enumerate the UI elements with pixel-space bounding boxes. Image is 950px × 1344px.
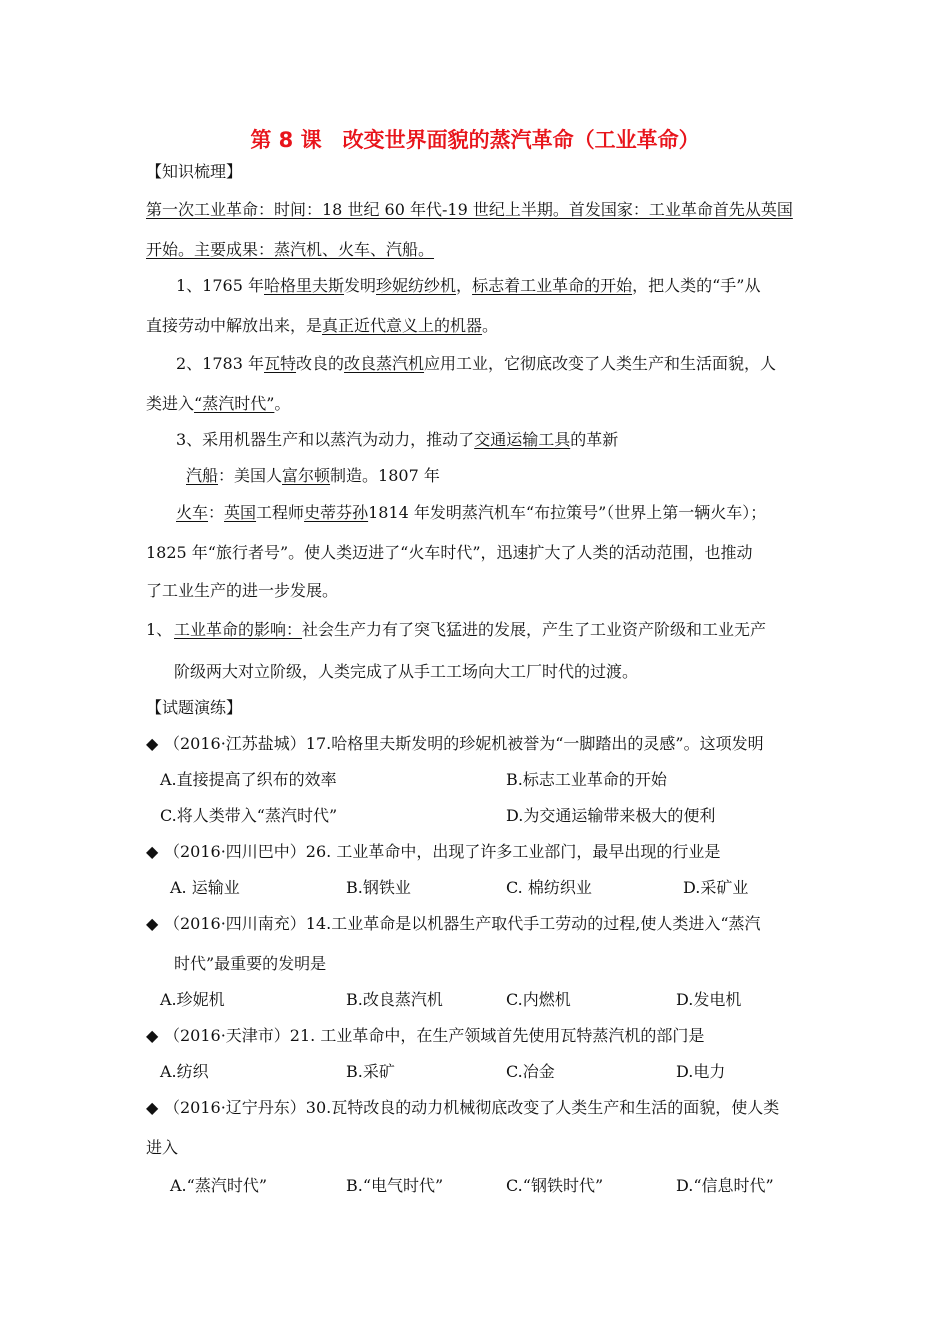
impact-label: 工业革命的影响： <box>174 620 303 639</box>
section-knowledge-heading: 【知识梳理】 <box>146 162 243 181</box>
point-2-line-2 <box>146 394 290 414</box>
impact-text: 社会生产力有了突飞猛进的发展，产生了工业资产阶级和工业无产 <box>302 620 767 639</box>
p3-a: 3、采用机器生产和以蒸汽为动力，推动了 <box>176 430 475 449</box>
point-3 <box>176 430 618 450</box>
train-line-3: 了工业生产的进一步发展。 <box>146 581 339 600</box>
q3-option-d: D.发电机 <box>676 990 742 1009</box>
q2-option-c: C. 棉纺织业 <box>506 878 592 897</box>
question-5-stem <box>146 1098 779 1118</box>
q3-stem: （2016·四川南充）14.工业革命是以机器生产取代手工劳动的过程,使人类进入“蒸汽 <box>164 914 761 933</box>
ship-b: ：美国人 <box>218 466 283 485</box>
q5-option-d: D.“信息时代” <box>676 1176 774 1195</box>
q1-stem: （2016·江苏盐城）17.哈格里夫斯发明的珍妮机被誉为“一脚踏出的灵感”。这项发明 <box>164 734 764 753</box>
q1-option-a: A.直接提高了织布的效率 <box>160 770 337 789</box>
p2-year: 2、1783 年 <box>176 354 264 373</box>
question-3-stem-2: 时代”最重要的发明是 <box>174 954 327 973</box>
q1-option-d: D.为交通运输带来极大的便利 <box>506 806 716 825</box>
question-3-stem <box>146 914 761 934</box>
question-1-stem <box>146 734 764 754</box>
point-1-line-1 <box>176 276 760 296</box>
ship-a: 汽船 <box>186 466 219 485</box>
q4-option-a: A.纺织 <box>160 1062 209 1081</box>
diamond-icon: ◆ <box>146 914 159 933</box>
p1-inventor: 哈格里夫斯 <box>264 276 345 295</box>
train-line-1 <box>176 503 766 523</box>
question-4-stem <box>146 1026 704 1046</box>
train-d: 工程师 <box>256 503 305 522</box>
steamship-line <box>186 466 440 486</box>
p2-line2-b: “蒸汽时代” <box>194 394 275 413</box>
train-line-2: 1825 年“旅行者号”。使人类迈进了“火车时代”，迅速扩大了人类的活动范围，也推动 <box>146 543 753 562</box>
q5-stem: （2016·辽宁丹东）30.瓦特改良的动力机械彻底改变了人类生产和生活的面貌，使人类 <box>164 1098 780 1117</box>
train-c: 英国 <box>224 503 257 522</box>
q2-option-b: B.钢铁业 <box>346 878 411 897</box>
intro-line-1: 第一次工业革命：时间：18 世纪 60 年代-19 世纪上半期。首发国家：工业革命首先从英国 <box>146 200 793 219</box>
p1-line2-a: 直接劳动中解放出来，是 <box>146 316 323 335</box>
diamond-icon: ◆ <box>146 1098 159 1117</box>
p3-c: 的革新 <box>570 430 619 449</box>
p2-verb: 改良的 <box>296 354 345 373</box>
q4-option-d: D.电力 <box>676 1062 726 1081</box>
q2-stem: （2016·四川巴中）26. 工业革命中，出现了许多工业部门，最早出现的行业是 <box>164 842 721 861</box>
q3-option-c: C.内燃机 <box>506 990 571 1009</box>
p1-verb: 发明 <box>344 276 377 295</box>
diamond-icon: ◆ <box>146 1026 159 1045</box>
q2-option-a: A. 运输业 <box>170 878 240 897</box>
lesson-title: 第 8 课 改变世界面貌的蒸汽革命（工业革命） <box>250 128 700 152</box>
point-2-line-1 <box>176 354 776 374</box>
p2-rest: 应用工业，它彻底改变了人类生产和生活面貌，人 <box>424 354 777 373</box>
q4-option-b: B.采矿 <box>346 1062 395 1081</box>
train-f: 1814 年发明蒸汽机车“布拉策号”（世界上第一辆火车）； <box>368 503 767 522</box>
p1-significance: 标志着工业革命的开始 <box>472 276 633 295</box>
q1-option-c: C.将人类带入“蒸汽时代” <box>160 806 338 825</box>
p1-comma: ， <box>456 276 473 295</box>
p2-line2-a: 类进入 <box>146 394 195 413</box>
question-5-stem-2: 进入 <box>146 1138 179 1157</box>
question-2-stem <box>146 842 720 862</box>
p1-line2-b: 真正近代意义上的机器 <box>322 316 483 335</box>
q5-option-c: C.“钢铁时代” <box>506 1176 604 1195</box>
q3-option-b: B.改良蒸汽机 <box>346 990 443 1009</box>
ship-c: 富尔顿 <box>282 466 331 485</box>
section-exercise-heading: 【试题演练】 <box>146 698 243 717</box>
intro-line-2: 开始。主要成果：蒸汽机、火车、汽船。 <box>146 240 435 259</box>
p2-invention: 改良蒸汽机 <box>344 354 425 373</box>
p2-inventor: 瓦特 <box>264 354 297 373</box>
q5-option-b: B.“电气时代” <box>346 1176 444 1195</box>
q3-option-a: A.珍妮机 <box>160 990 225 1009</box>
train-b: ： <box>208 503 225 522</box>
q1-option-b: B.标志工业革命的开始 <box>506 770 667 789</box>
train-a: 火车 <box>176 503 209 522</box>
p3-b: 交通运输工具 <box>474 430 571 449</box>
impact-line-2: 阶级两大对立阶级，人类完成了从手工工场向大工厂时代的过渡。 <box>174 662 639 681</box>
q2-option-d: D.采矿业 <box>683 878 749 897</box>
point-1-line-2 <box>146 316 498 336</box>
p1-rest: ，把人类的“手”从 <box>632 276 761 295</box>
p1-invention: 珍妮纺纱机 <box>376 276 457 295</box>
diamond-icon: ◆ <box>146 734 159 753</box>
impact-num: 1、 <box>146 620 173 639</box>
q4-option-c: C.冶金 <box>506 1062 555 1081</box>
train-e: 史蒂芬孙 <box>304 503 369 522</box>
p1-year: 1、1765 年 <box>176 276 264 295</box>
impact-line-1 <box>146 620 766 640</box>
diamond-icon: ◆ <box>146 842 159 861</box>
p2-line2-c: 。 <box>274 394 291 413</box>
q5-option-a: A.“蒸汽时代” <box>170 1176 268 1195</box>
q4-stem: （2016·天津市）21. 工业革命中，在生产领域首先使用瓦特蒸汽机的部门是 <box>164 1026 705 1045</box>
ship-d: 制造。1807 年 <box>330 466 440 485</box>
p1-line2-c: 。 <box>482 316 499 335</box>
